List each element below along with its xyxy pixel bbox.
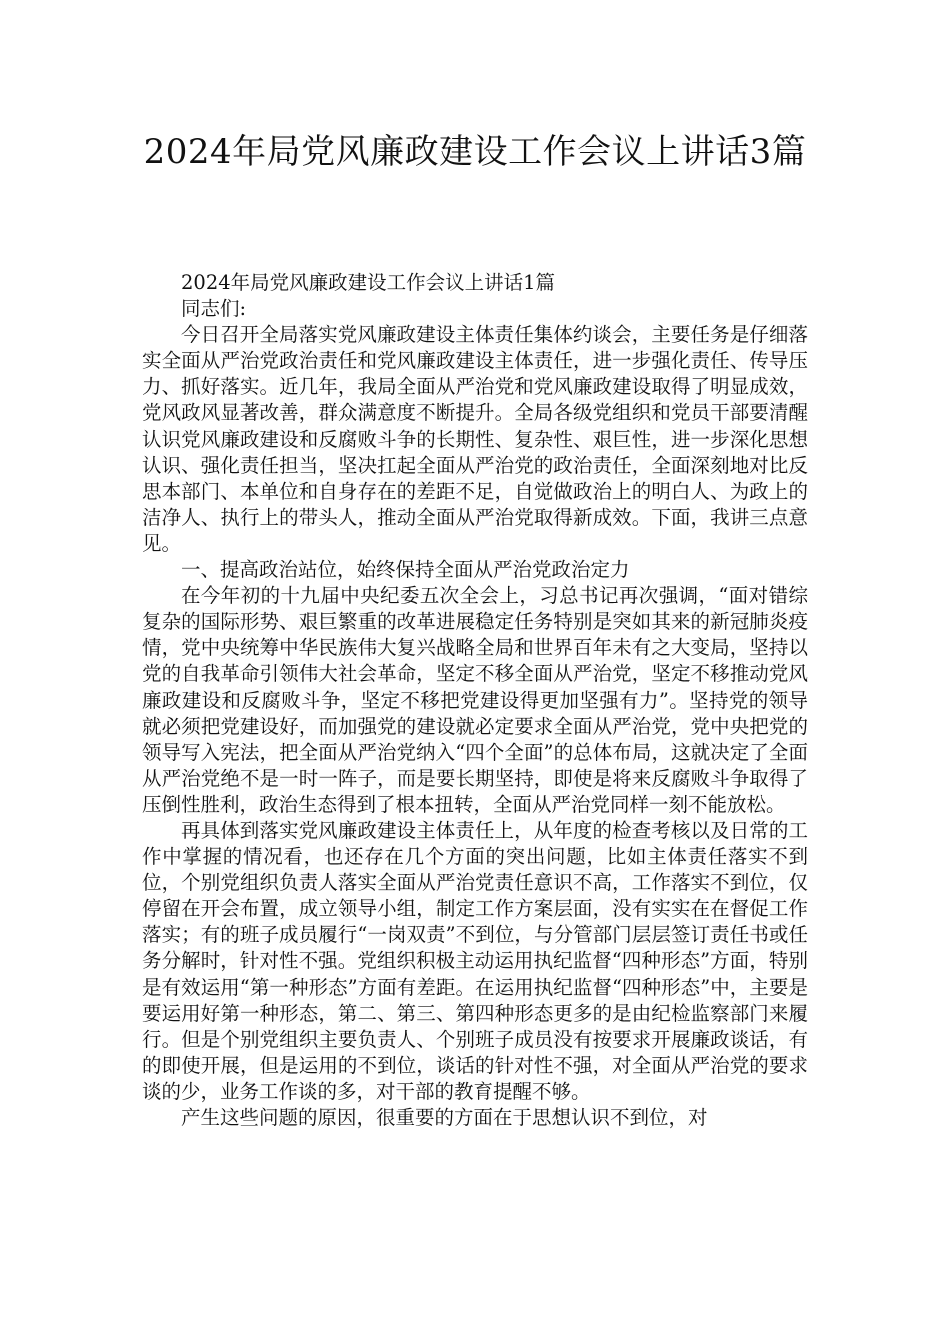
paragraph: 产生这些问题的原因，很重要的方面在于思想认识不到位，对 [181,1106,708,1129]
section-heading: 一、提高政治站位，始终保持全面从严治党政治定力 [181,558,630,582]
paragraph: 在今年初的十九届中央纪委五次全会上，习总书记再次强调，“面对错综复杂的国际形势、艰巨繁重的改革进展稳定任务特别是突如其来的新冠肺炎疫情，党中央统筹中华民族伟大复兴战略全局和世界百年未有之大变局，坚持以党的自我革命引领伟大社会革命，坚定不移全面从严治党，坚定不移推动党风廉政建设和反腐败斗争，坚定不移把党建设得更加坚强有力”。坚持党的领导就必须把党建设好，而加强党的建设就必定要求全面从严治党，党中央把党的领导写入宪法，把全面从严治党纳入“四个全面”的总体布局，这就决定了全面从严治党绝不是一时一阵子，而是要长期坚持，即使是将来反腐败斗争取得了压倒性胜利，政治生态得到了根本扭转，全面从严治党同样一刻不能放松。 [142,584,808,816]
speech-subtitle: 2024年局党风廉政建设工作会议上讲话1篇 [181,271,556,294]
paragraph: 再具体到落实党风廉政建设主体责任上，从年度的检查考核以及日常的工作中掌握的情况看，也还存在几个方面的突出问题，比如主体责任落实不到位，个别党组织负责人落实全面从严治党责任意识不高，工作落实不到位，仅停留在开会布置，成立领导小组，制定工作方案层面，没有实实在在督促工作落实；有的班子成员履行“一岗双责”不到位，与分管部门层层签订责任书或任务分解时，针对性不强。党组织积极主动运用执纪监督“四种形态”方面，特别是有效运用“第一种形态”方面有差距。在运用执纪监督“四种形态”中，主要是要运用好第一种形态，第二、第三、第四种形态更多的是由纪检监察部门来履行。但是个别党组织主要负责人、个别班子成员没有按要求开展廉政谈话，有的即使开展，但是运用的不到位，谈话的针对性不强，对全面从严治党的要求谈的少，业务工作谈的多，对干部的教育提醒不够。 [142,818,808,1103]
document-title: 2024年局党风廉政建设工作会议上讲话3篇 [143,132,807,172]
paragraph: 今日召开全局落实党风廉政建设主体责任集体约谈会，主要任务是仔细落实全面从严治党政治责任和党风廉政建设主体责任，进一步强化责任、传导压力、抓好落实。近几年，我局全面从严治党和党风廉政建设取得了明显成效，党风政风显著改善，群众满意度不断提升。全局各级党组织和党员干部要清醒认识党风廉政建设和反腐败斗争的长期性、复杂性、艰巨性，进一步深化思想认识、强化责任担当，坚决扛起全面从严治党的政治责任，全面深刻地对比反思本部门、本单位和自身存在的差距不足，自觉做政治上的明白人、为政上的洁净人、执行上的带头人，推动全面从严治党取得新成效。下面，我讲三点意见。 [142,323,808,555]
document-body [142,270,808,1131]
salutation: 同志们: [181,297,247,321]
